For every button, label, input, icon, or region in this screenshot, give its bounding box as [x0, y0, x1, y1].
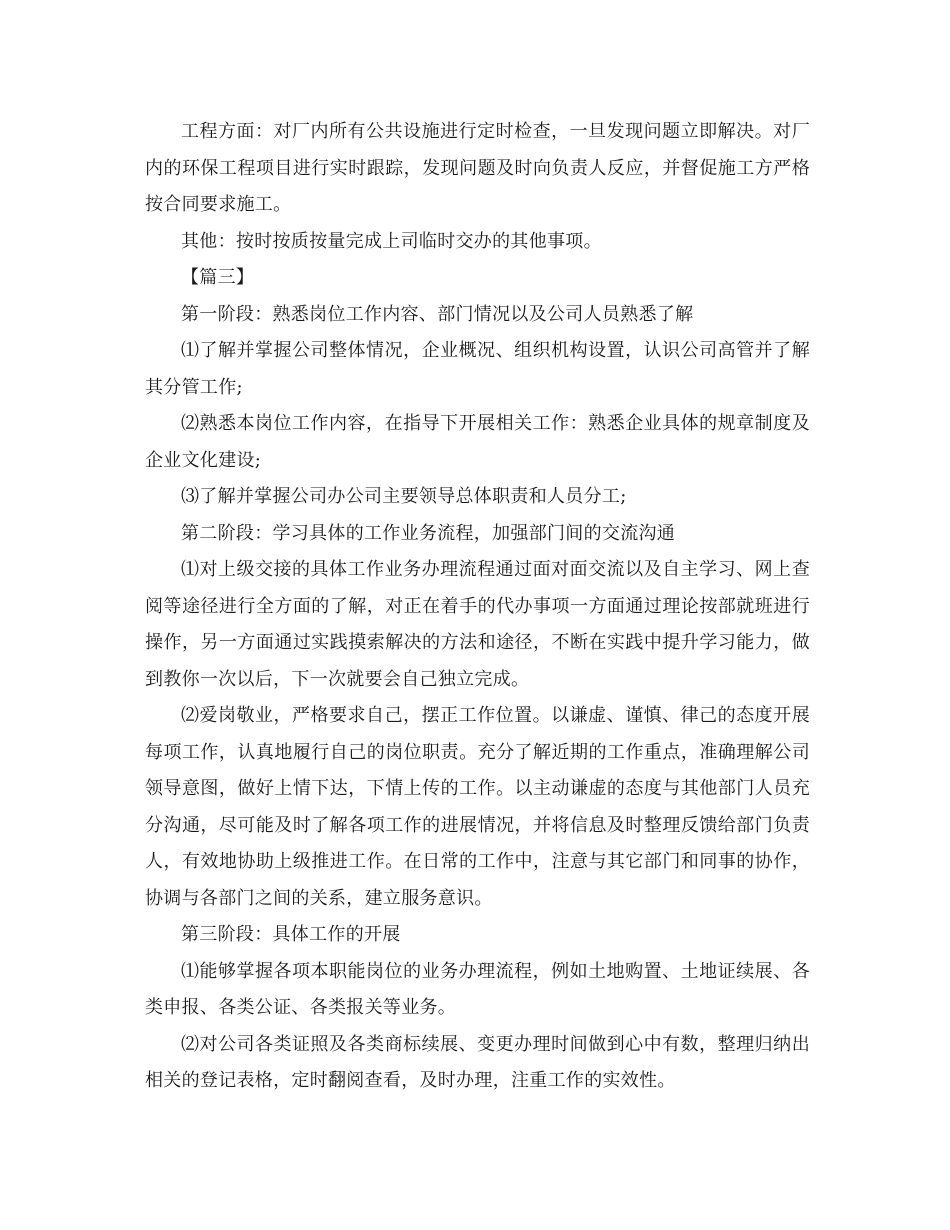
- stage-one-heading: 第一阶段：熟悉岗位工作内容、部门情况以及公司人员熟悉了解: [181, 303, 694, 325]
- paragraph-other: 其他：按时按质按量完成上司临时交办的其他事项。: [181, 230, 602, 252]
- stage-one-item-2: ⑵熟悉本岗位工作内容，在指导下开展相关工作：熟悉企业具体的规章制度及企业文化建设;: [145, 413, 810, 471]
- stage-two-item-1: ⑴对上级交接的具体工作业务办理流程通过面对面交流以及自主学习、网上查阅等途径进行全方面的了解，对正在着手的代办事项一方面通过理论按部就班进行操作，另一方面通过实践摸索解决的方法和途径，不断在实践中提升学习能力，做到教你一次以后，下一次就要会自己独立完成。: [145, 559, 810, 690]
- stage-two-heading: 第二阶段：学习具体的工作业务流程，加强部门间的交流沟通: [181, 522, 676, 544]
- stage-three-item-2: ⑵对公司各类证照及各类商标续展、变更办理时间做到心中有数，整理归纳出相关的登记表格，定时翻阅查看，及时办理，注重工作的实效性。: [145, 1033, 810, 1091]
- stage-three-item-1: ⑴能够掌握各项本职能岗位的业务办理流程，例如土地购置、土地证续展、各类申报、各类公证、各类报关等业务。: [145, 960, 810, 1018]
- stage-three-heading: 第三阶段：具体工作的开展: [181, 924, 401, 945]
- paragraph-engineering: 工程方面：对厂内所有公共设施进行定时检查，一旦发现问题立即解决。对厂内的环保工程项目进行实时跟踪，发现问题及时向负责人反应，并督促施工方严格按合同要求施工。: [145, 121, 810, 215]
- stage-one-item-1: ⑴了解并掌握公司整体情况，企业概况、组织机构设置，认识公司高管并了解其分管工作;: [145, 340, 810, 398]
- stage-one-item-3: ⑶了解并掌握公司办公司主要领导总体职责和人员分工;: [181, 486, 627, 507]
- section-heading: 【篇三】: [181, 267, 255, 288]
- document-body: [145, 114, 810, 1100]
- stage-two-item-2: ⑵爱岗敬业，严格要求自己，摆正工作位置。以谦虚、谨慎、律己的态度开展每项工作，认真地履行自己的岗位职责。充分了解近期的工作重点，准确理解公司领导意图，做好上情下达，下情上传的工作。以主动谦虚的态度与其他部门人员充分沟通，尽可能及时了解各项工作的进展情况，并将信息及时整理反馈给部门负责人，有效地协助上级推进工作。在日常的工作中，注意与其它部门和同事的协作，协调与各部门之间的关系，建立服务意识。: [145, 705, 810, 909]
